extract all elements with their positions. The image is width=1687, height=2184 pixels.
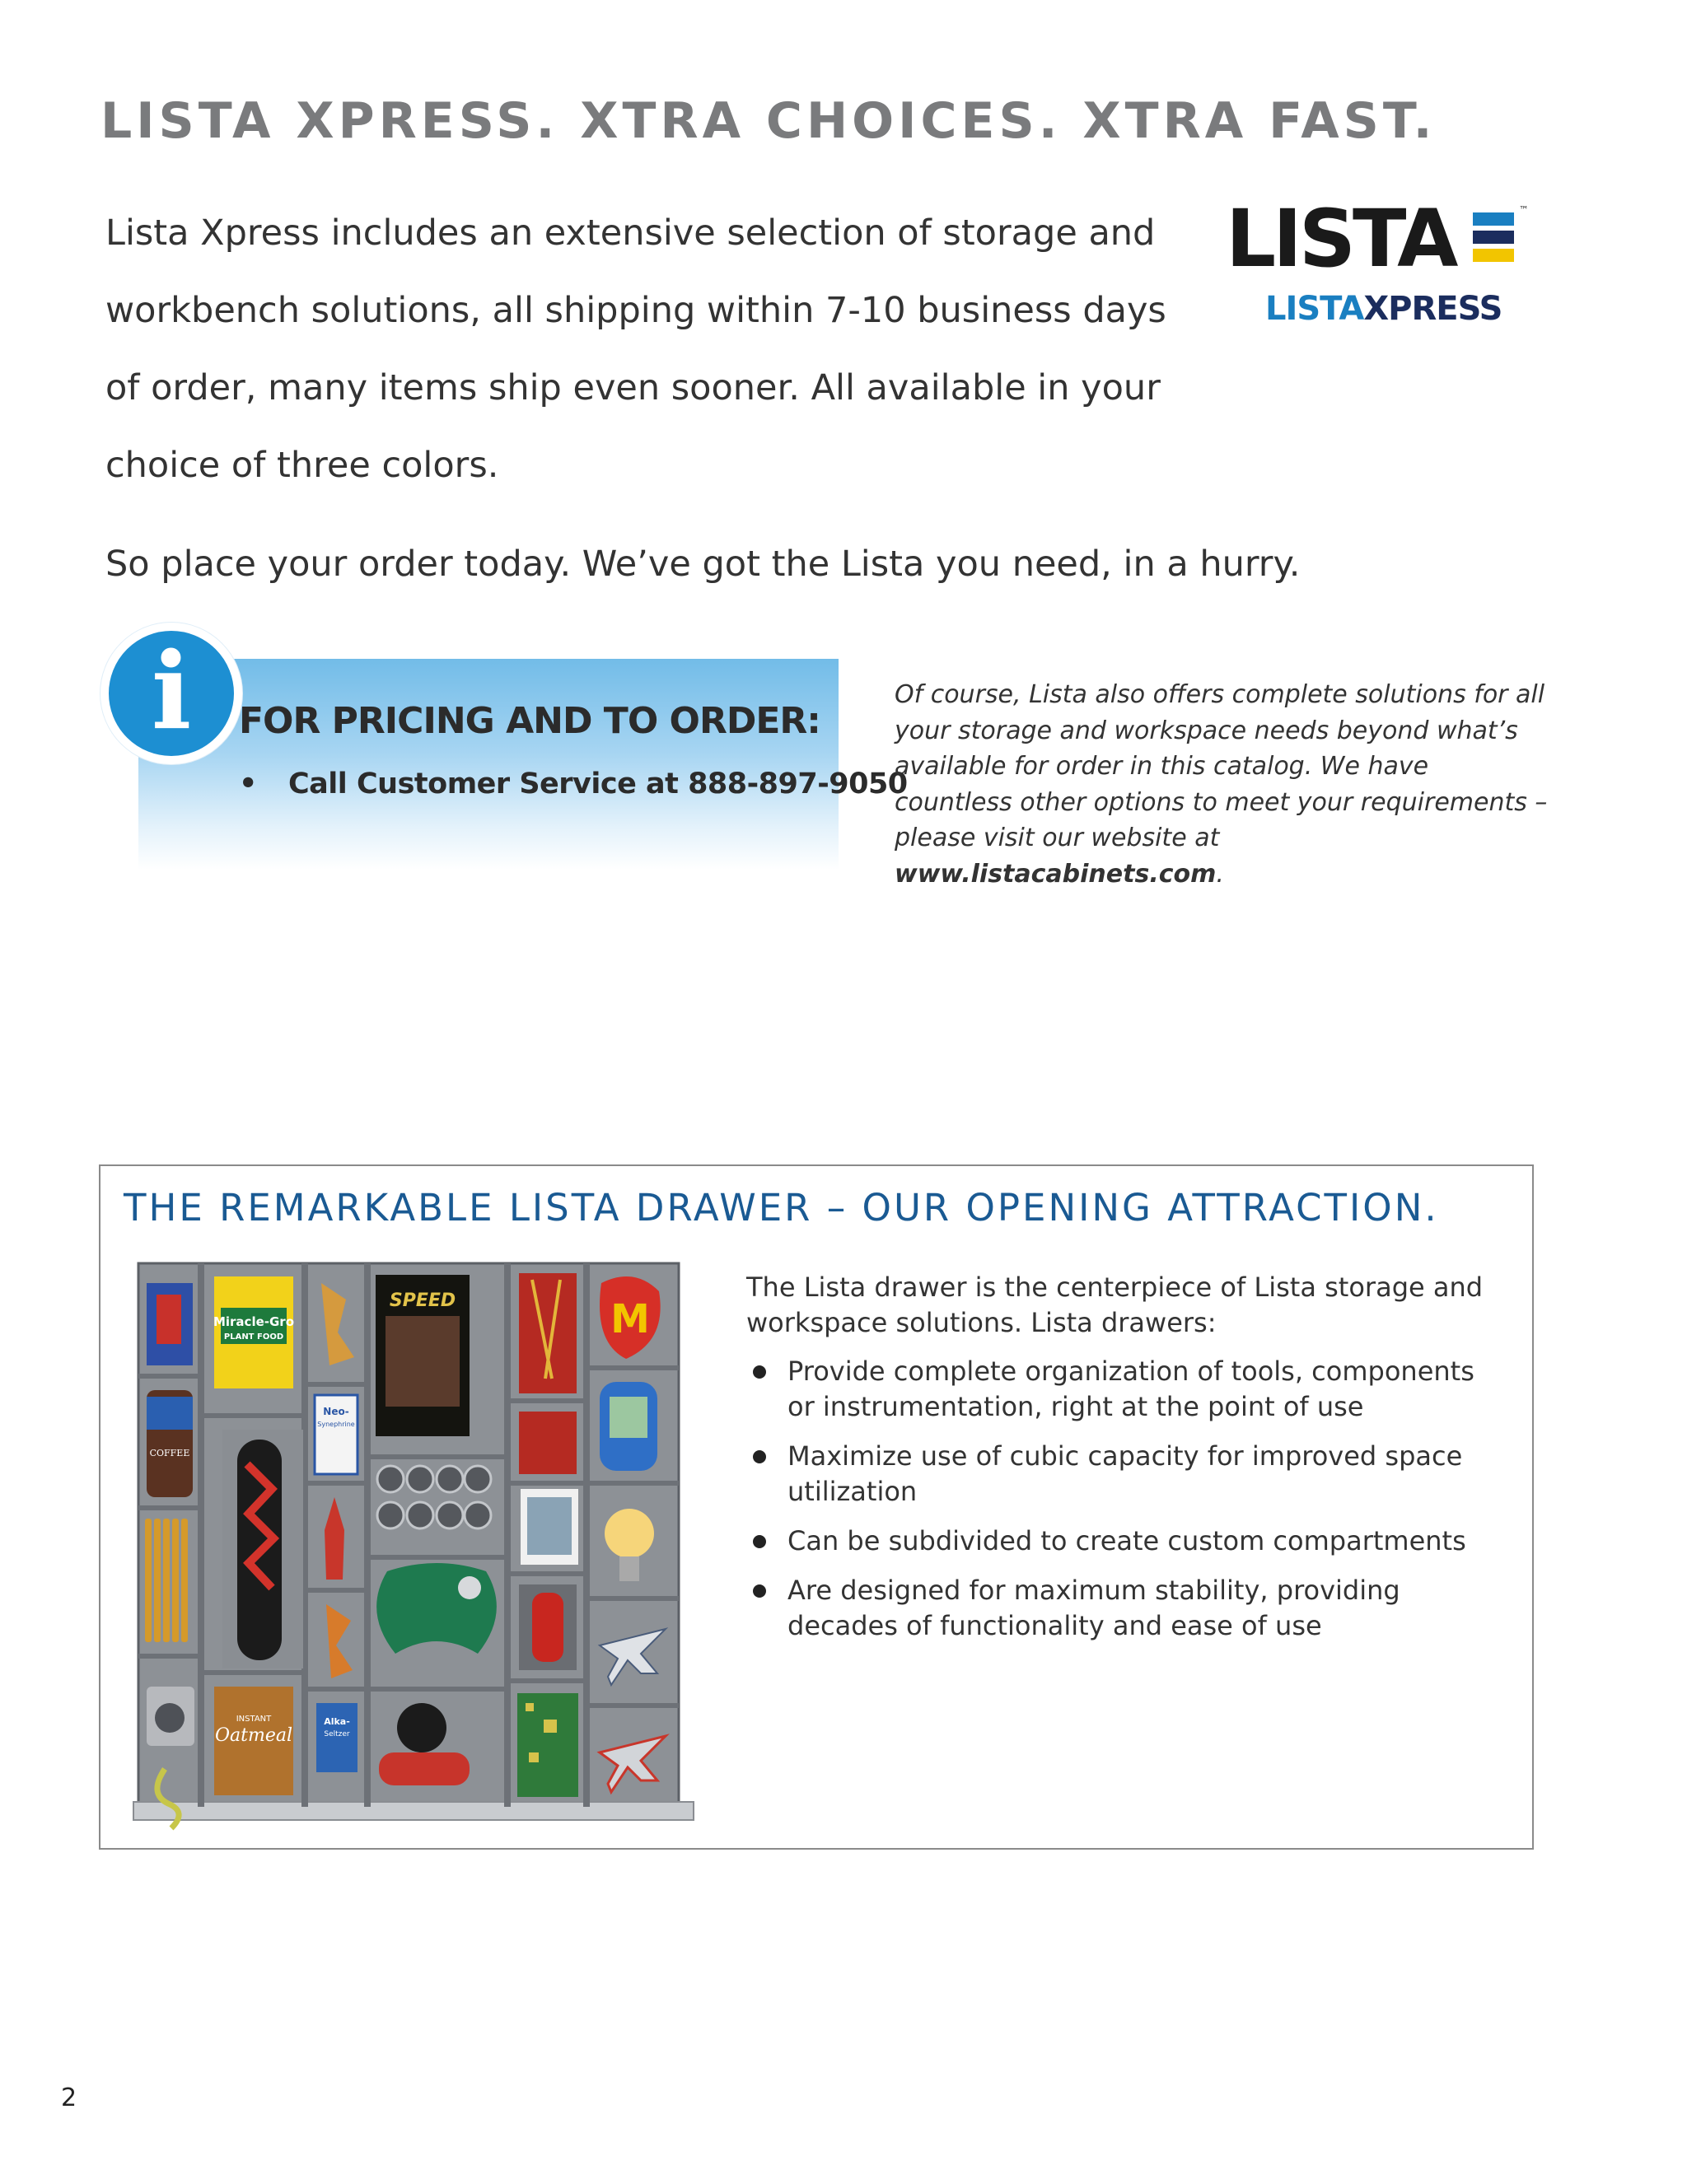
miracle-gro-label: Miracle-Gro — [213, 1314, 295, 1329]
additional-solutions-note — [895, 677, 1554, 892]
intro-call-to-action: So place your order today. We’ve got the Lista you need, in a hurry. — [105, 544, 1301, 585]
bullet-icon — [753, 1584, 766, 1598]
bullet-marker: • — [239, 768, 257, 800]
bullet-icon — [753, 1535, 766, 1548]
bullet-icon — [753, 1365, 766, 1379]
drawer-intro: The Lista drawer is the centerpiece of Lista storage and workspace solutions. Lista drawers: — [746, 1272, 1484, 1338]
listaxpress-subtitle — [1265, 290, 1502, 328]
logo-sub-lista: LISTA — [1265, 290, 1364, 328]
coffee-label: COFFEE — [149, 1448, 190, 1458]
info-icon — [100, 623, 242, 764]
drawer-features-list — [746, 1354, 1488, 1658]
speed-label: SPEED — [389, 1290, 456, 1311]
lista-wordmark: LISTA — [1226, 193, 1456, 285]
drawer-photo — [132, 1258, 697, 1835]
pricing-info-box — [138, 659, 839, 870]
bullet-icon — [753, 1450, 766, 1463]
page-number: 2 — [61, 2084, 77, 2112]
info-icon-glyph: i — [151, 630, 192, 754]
customer-service-line — [239, 768, 908, 800]
logo-trademark: ™ — [1519, 204, 1529, 216]
lista-xpress-logo — [1226, 193, 1539, 338]
logo-sub-xpress: XPRESS — [1363, 290, 1502, 328]
oatmeal-small-label: INSTANT — [236, 1715, 272, 1724]
plant-food-label: PLANT FOOD — [223, 1332, 284, 1342]
intro-paragraph: Lista Xpress includes an extensive selection of storage and workbench solutions, all shipping within 7-10 business days of order, many items ship even sooner. All available in your choice of three colors. — [105, 212, 1166, 486]
aside-end: . — [1216, 859, 1224, 889]
list-item — [746, 1354, 1488, 1425]
pricing-title: FOR PRICING AND TO ORDER: — [239, 700, 820, 742]
alka-sub-label: Seltzer — [324, 1730, 350, 1738]
list-item — [746, 1439, 1488, 1510]
page-headline: LISTA XPRESS. XTRA CHOICES. XTRA FAST. — [100, 92, 1437, 150]
website-link[interactable]: www.listacabinets.com — [895, 859, 1217, 889]
logo-bar-yellow — [1473, 249, 1514, 262]
neo-label: Neo- — [323, 1406, 349, 1417]
svg-text:M: M — [610, 1296, 650, 1342]
oatmeal-label: Oatmeal — [214, 1725, 293, 1746]
aside-text: Of course, Lista also offers complete solutions for all your storage and workspace needs beyond what’s available for order in this catalog. We have countless other options to meet your requirements – please visit our website at — [895, 680, 1548, 852]
list-item — [746, 1573, 1488, 1644]
list-item — [746, 1524, 1488, 1559]
alka-label: Alka- — [324, 1716, 350, 1727]
list-item-text: Maximize use of cubic capacity for improved space utilization — [787, 1440, 1463, 1507]
customer-service-text: Call Customer Service at 888-897-9050 — [288, 768, 908, 800]
list-item-text: Provide complete organization of tools, components or instrumentation, right at the point of use — [787, 1356, 1474, 1422]
drawer-section-title: THE REMARKABLE LISTA DRAWER – OUR OPENING ATTRACTION. — [124, 1186, 1439, 1230]
logo-bar-navy — [1473, 231, 1514, 244]
list-item-text: Are designed for maximum stability, providing decades of functionality and ease of use — [787, 1575, 1400, 1641]
logo-bars-icon — [1473, 212, 1514, 265]
neo-sub-label: Synephrine — [317, 1421, 355, 1428]
list-item-text: Can be subdivided to create custom compartments — [787, 1525, 1466, 1556]
logo-bar-blue — [1473, 212, 1514, 226]
